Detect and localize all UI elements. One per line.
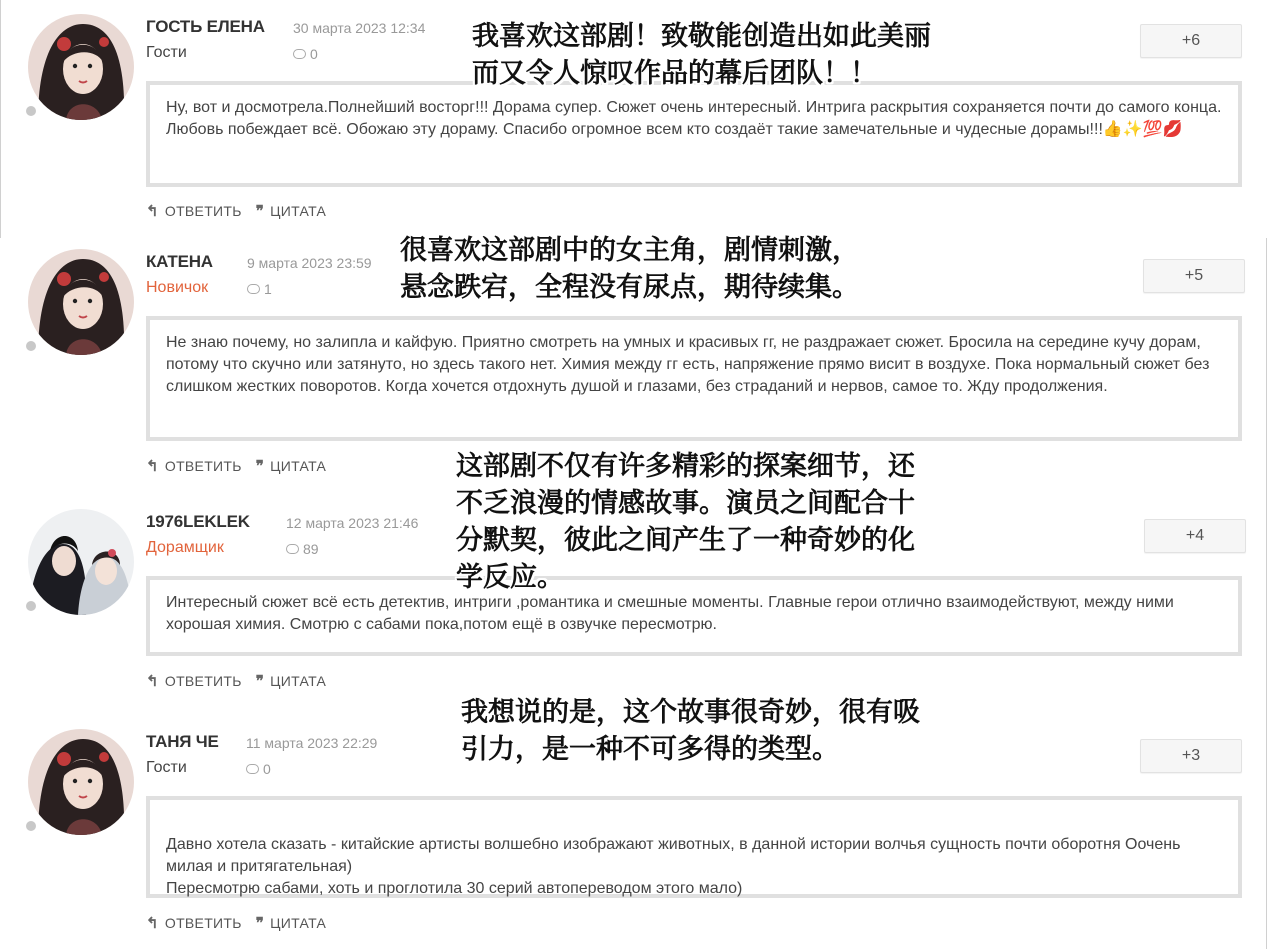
avatar[interactable] <box>28 249 134 355</box>
online-status-dot <box>26 601 36 611</box>
quote-label: ЦИТАТА <box>270 458 327 474</box>
avatar[interactable] <box>28 14 134 120</box>
avatar-portrait-icon <box>28 14 134 120</box>
comment-date: 30 марта 2023 12:34 <box>293 20 426 36</box>
comment-author[interactable]: ГОСТЬ ЕЛЕНА <box>146 17 265 36</box>
avatar-portrait-icon <box>28 729 134 835</box>
reply-button[interactable] <box>146 914 242 932</box>
comment-date: 11 марта 2023 22:29 <box>246 735 378 751</box>
reply-button[interactable] <box>146 202 242 220</box>
comment-body <box>146 796 1242 898</box>
online-status-dot <box>26 106 36 116</box>
quote-marks-icon: ❞ <box>255 673 265 690</box>
reply-arrow-icon: ↰ <box>146 673 159 690</box>
comment-actions <box>146 457 326 475</box>
caption-overlay: 很喜欢这部剧中的女主角，剧情刺激， 悬念跌宕，全程没有尿点，期待续集。 <box>400 235 859 303</box>
comment-text: Давно хотела сказать - китайские артисты волшебно изображают животных, в данной истории волчья сущность почти оборотня Оочень милая и притягательная) Пересмотрю сабами, хоть и проглотила 30 серий автопереводом этого мало) <box>166 836 1181 897</box>
vote-button[interactable]: +3 <box>1140 739 1242 773</box>
reply-button[interactable] <box>146 672 242 690</box>
reply-count <box>246 761 271 777</box>
comment-text: Не знаю почему, но залипла и кайфую. Приятно смотреть на умных и красивых гг, не раздражает сюжет. Бросила на середине кучу дорам, потому что скучно или затянуто, но здесь такого нет. Химия между гг есть, напряжение прямо висит в воздухе. Пока нормальный сюжет без слишком жестких поворотов. Когда хочется отдохнуть душой и глазами, без страданий и нервов, самое то. Жду продолжения. <box>166 334 1210 395</box>
page-edge-left <box>0 0 1 238</box>
avatar-portrait-icon <box>28 249 134 355</box>
comment-date: 9 марта 2023 23:59 <box>247 255 372 271</box>
comment-body <box>146 81 1242 187</box>
reply-count-value: 1 <box>264 281 272 297</box>
reply-arrow-icon: ↰ <box>146 458 159 475</box>
quote-button[interactable] <box>256 672 326 690</box>
comment-bubble-icon <box>247 284 260 294</box>
quote-button[interactable] <box>256 457 326 475</box>
caption-overlay: 我想说的是，这个故事很奇妙，很有吸 引力，是一种不可多得的类型。 <box>461 697 920 765</box>
comment-text: Интересный сюжет всё есть детектив, интриги ,романтика и смешные моменты. Главные герои отлично взаимодействуют, между ними хорошая химия. Смотрю с сабами пока,потом ещё в озвучке пересмотрю. <box>166 594 1174 633</box>
reply-button[interactable] <box>146 457 242 475</box>
comment-actions <box>146 672 326 690</box>
quote-label: ЦИТАТА <box>270 203 327 219</box>
comment-bubble-icon <box>286 544 299 554</box>
reply-arrow-icon: ↰ <box>146 915 159 932</box>
online-status-dot <box>26 821 36 831</box>
reply-count <box>247 281 272 297</box>
comment-bubble-icon <box>246 764 259 774</box>
user-role: Новичок <box>146 279 209 296</box>
vote-button[interactable]: +4 <box>1144 519 1246 553</box>
reply-arrow-icon: ↰ <box>146 203 159 220</box>
comment-author[interactable]: КАТЕНА <box>146 252 213 271</box>
comment-author[interactable]: ТАНЯ ЧЕ <box>146 732 219 751</box>
caption-overlay: 这部剧不仅有许多精彩的探案细节，还 不乏浪漫的情感故事。演员之间配合十 分默契，彼此之间产生了一种奇妙的化 学反应。 <box>456 451 915 593</box>
reply-label: ОТВЕТИТЬ <box>164 673 242 689</box>
comment-actions <box>146 202 326 220</box>
quote-label: ЦИТАТА <box>270 673 327 689</box>
quote-button[interactable] <box>256 202 326 220</box>
user-role: Гости <box>146 44 187 61</box>
quote-marks-icon: ❞ <box>255 915 265 932</box>
avatar-couple-icon <box>28 509 134 615</box>
avatar[interactable] <box>28 509 134 615</box>
quote-marks-icon: ❞ <box>255 458 265 475</box>
avatar[interactable] <box>28 729 134 835</box>
comment-actions <box>146 914 326 932</box>
comment-date: 12 марта 2023 21:46 <box>286 515 419 531</box>
reply-count-value: 0 <box>310 46 318 62</box>
comment-bubble-icon <box>293 49 306 59</box>
comment-author[interactable]: 1976LEKLEK <box>146 512 250 531</box>
user-role: Дорамщик <box>146 539 224 556</box>
reply-label: ОТВЕТИТЬ <box>164 203 242 219</box>
comment-body <box>146 316 1242 441</box>
quote-button[interactable] <box>256 914 326 932</box>
reply-count <box>286 541 319 557</box>
vote-button[interactable]: +6 <box>1140 24 1242 58</box>
reply-count-value: 0 <box>263 761 271 777</box>
reply-label: ОТВЕТИТЬ <box>164 458 242 474</box>
user-role: Гости <box>146 759 187 776</box>
quote-marks-icon: ❞ <box>255 203 265 220</box>
vote-button[interactable]: +5 <box>1143 259 1245 293</box>
quote-label: ЦИТАТА <box>270 915 327 931</box>
comment-text: Ну, вот и досмотрела.Полнейший восторг!!! Дорама супер. Сюжет очень интересный. Интрига раскрытия сохраняется почти до самого конца. Любовь побеждает всё. Обожаю эту дораму. Спасибо огромное всем кто создаёт такие замечательные и чудесные дорамы!!!👍✨💯💋 <box>166 99 1222 138</box>
reply-label: ОТВЕТИТЬ <box>164 915 242 931</box>
reply-count <box>293 46 318 62</box>
reply-count-value: 89 <box>303 541 319 557</box>
online-status-dot <box>26 341 36 351</box>
caption-overlay: 我喜欢这部剧！致敬能创造出如此美丽 而又令人惊叹作品的幕后团队！！ <box>472 21 931 89</box>
